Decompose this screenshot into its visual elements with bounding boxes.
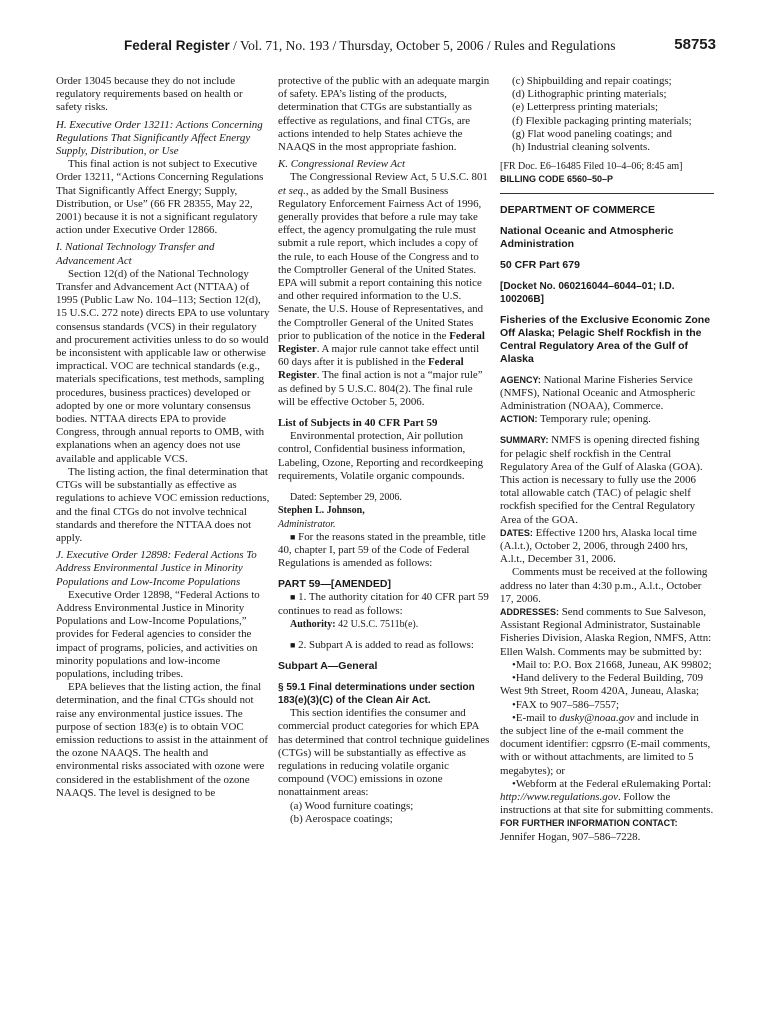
column-2 (278, 75, 492, 826)
comments-deadline: Comments must be received at the following address no later than 4:30 p.m., A.l.t., October 17, 2006. (500, 566, 708, 605)
bullet-fax: •FAX to 907–586–7557; (512, 698, 620, 711)
paragraph: The Congressional Review Act, 5 U.S.C. 801 et seq., as added by the Small Business Regulatory Enforcement Fairness Act of 1996, generally provides that before a rule may take effect, the agency promulgating the rule must submit a rule report, which includes a copy of the rule, to each House of the Congress and to the Comptroller General of the United States. EPA will submit a report containing this notice and other required information to the U.S. Senate, the U.S. House of Representatives, and the Comptroller General of the United States prior to publication of the notice in the Federal Register. A major rule cannot take effect until 60 days after it is published in the Federal Register. The final action is not a “major rule” as defined by 5 U.S.C. 804(2). The final rule will be effective October 5, 2006. (278, 171, 488, 408)
journal-name: Federal Register (124, 38, 230, 53)
docket-number: [Docket No. 060216044–6044–01; I.D. 100206B] (500, 280, 675, 305)
rule-title: Fisheries of the Exclusive Economic Zone Off Alaska; Pelagic Shelf Rockfish in the Central Regulatory Area of the Gulf of Alaska (500, 313, 711, 365)
paragraph: EPA believes that the listing action, the final determination, and the final CTGs should not raise any environmental justice issues. The purpose of section 183(e) is to obtain VOC emission reductions to assist in the attainment of the ozone NAAQS. The health and environmental risks associated with ozone were considered in the establishment of the ozone NAAQS. The level is designed to be (56, 681, 269, 799)
list-item: (g) Flat wood paneling coatings; and (512, 127, 672, 140)
list-item: (f) Flexible packaging printing materials; (512, 114, 692, 127)
addresses-block: ADDRESSES: Send comments to Sue Salveson, Assistant Regional Administrator, Sustainable Fisheries Division, Alaska Region, NMFS, Attn: Ellen Walsh. Comments may be submitted by: (500, 606, 712, 658)
list-item: (b) Aerospace coatings; (290, 812, 393, 825)
subjects-heading: List of Subjects in 40 CFR Part 59 (278, 417, 438, 430)
paragraph: Order 13045 because they do not include regulatory requirements based on health or safety risks. (56, 75, 243, 114)
divider (500, 193, 714, 194)
list-item: (c) Shipbuilding and repair coatings; (512, 75, 672, 87)
subpart-heading: Subpart A—General (278, 660, 378, 673)
paragraph: Executive Order 12898, “Federal Actions to Address Environmental Justice in Minority Populations and Low-Income Populations,” provides for Federal agencies to consider the impact of programs, policies, and activities on minority populations and low-income populations, including tribes. (56, 588, 260, 680)
summary-block: SUMMARY: NMFS is opening directed fishing for pelagic shelf rockfish in the Central Regulatory Area of the Gulf of Alaska (GOA). This action is necessary to fully use the 2006 total allowable catch (TAC) of pelagic shelf rockfish specified for the Central Regulatory Area of the GOA. (500, 434, 703, 526)
agency-heading: National Oceanic and Atmospheric Administration (500, 224, 674, 250)
part-heading: PART 59—[AMENDED] (278, 578, 391, 591)
column-1 (56, 75, 270, 800)
list-item: (a) Wood furniture coatings; (290, 799, 414, 812)
section-heading: H. Executive Order 13211: Actions Concerning Regulations That Significantly Affect Energy Supply, Distribution, or Use (56, 118, 263, 158)
billing-code: BILLING CODE 6560–50–P (500, 174, 614, 185)
page-number: 58753 (674, 36, 716, 53)
fr-doc-line: [FR Doc. E6–16485 Filed 10–4–06; 8:45 am] (500, 161, 683, 173)
dated-line: Dated: September 29, 2006. (290, 492, 402, 504)
list-item: (e) Letterpress printing materials; (512, 101, 659, 114)
bullet-email: •E-mail to dusky@noaa.gov and include in the subject line of the e-mail comment the document identifier: cgpsrro (E-mail comments, with or without attachments, are limited to 5 megabytes); or (500, 711, 711, 777)
column-3 (500, 75, 714, 844)
bullet-webform: •Webform at the Federal eRulemaking Portal: http://www.regulations.gov. Follow the instructions at that site for submitting comments. (500, 777, 714, 817)
section-heading: J. Executive Order 12898: Federal Actions To Address Environmental Justice in Minority Populations and Low-Income Populations (56, 549, 257, 588)
amendatory-instruction: ■ For the reasons stated in the preamble, title 40, chapter I, part 59 of the Code of Federal Regulations is amended as follows: (278, 530, 486, 570)
signer-name: Stephen L. Johnson, (278, 505, 365, 517)
paragraph: The listing action, the final determination that CTGs will be substantially as effective as regulations to achieve VOC emission reductions, and the final CTGs do not involve technical standards and therefore the NTTAA does not apply. (56, 465, 270, 544)
bullet-mail: •Mail to: P.O. Box 21668, Juneau, AK 99802; (512, 658, 712, 671)
section-heading: I. National Technology Transfer and Advancement Act (56, 241, 215, 267)
paragraph: protective of the public with an adequate margin of safety. EPA’s listing of the products, determination that CTGs are substantially as effective as regulations, and final CTGs, are actions intended to help States achieve the NAAQS in the most appropriate fashion. (278, 75, 490, 154)
page-header (52, 38, 716, 58)
paragraph: This final action is not subject to Executive Order 13211, “Actions Concerning Regulations That Significantly Affect Energy; Supply, Distribution, or Use” (66 FR 28355, May 22, 2001) because it is not a significant regulatory action under Executive Order 12866. (56, 158, 264, 237)
regulations-link[interactable]: http://www.regulations.gov (500, 790, 618, 803)
signer-title: Administrator. (278, 518, 336, 530)
contact-label: FOR FURTHER INFORMATION CONTACT: (500, 818, 678, 829)
amendatory-instruction: ■ 1. The authority citation for 40 CFR part 59 continues to read as follows: (278, 591, 489, 617)
section-title: § 59.1 Final determinations under section 183(e)(3)(C) of the Clean Air Act. (278, 682, 475, 707)
section-heading: K. Congressional Review Act (278, 158, 406, 171)
agency-block: AGENCY: National Marine Fisheries Service (NMFS), National Oceanic and Atmospheric Administration (NOAA), Commerce. (500, 373, 696, 413)
amendatory-instruction: ■ 2. Subpart A is added to read as follows: (290, 638, 474, 651)
bullet-hand-delivery: •Hand delivery to the Federal Building, 709 West 9th Street, Room 420A, Juneau, Alaska; (500, 672, 704, 698)
list-item: (d) Lithographic printing materials; (512, 88, 667, 101)
action-block: ACTION: Temporary rule; opening. (500, 413, 651, 426)
authority-citation: Authority: 42 U.S.C. 7511b(e). (290, 618, 419, 630)
subjects-list: Environmental protection, Air pollution control, Confidential business information, Labeling, Ozone, Reporting and recordkeeping requirements, Volatile organic compounds. (278, 430, 484, 482)
department-heading: DEPARTMENT OF COMMERCE (500, 203, 655, 216)
dates-block: DATES: Effective 1200 hrs, Alaska local time (A.l.t.), October 2, 2006, through 2400 hrs, A.l.t., December 31, 2006. (500, 526, 697, 566)
issue-citation: / Vol. 71, No. 193 / Thursday, October 5, 2006 / Rules and Regulations (229, 38, 616, 53)
cfr-part: 50 CFR Part 679 (500, 258, 580, 271)
running-head (124, 38, 616, 54)
section-text: This section identifies the consumer and commercial product categories for which EPA has determined that control technique guidelines (CTGs) will be substantially as effective as regulations in reducing volatile organic compound (VOC) emissions in ozone nonattainment areas: (278, 707, 490, 799)
paragraph: Section 12(d) of the National Technology Transfer and Advancement Act (NTTAA) of 1995 (Public Law No. 104–113; Section 12(d), 15 U.S.C. 272 note) directs EPA to use voluntary consensus standards (VCS) in their regulatory and procurement activities unless to do so would be inconsistent with applicable law or otherwise impractical. VOC are technical standards (e.g., materials specifications, test methods, sampling procedures, business practices) developed or adopted by one or more voluntary consensus bodies. NTTAA directs EPA to provide Congress, through annual reports to OMB, with explanations when an agency does not use available and applicable VCS. (56, 267, 270, 465)
list-item: (h) Industrial cleaning solvents. (512, 141, 650, 154)
email-link[interactable]: dusky@noaa.gov (559, 711, 635, 724)
contact-text: Jennifer Hogan, 907–586–7228. (500, 830, 641, 843)
